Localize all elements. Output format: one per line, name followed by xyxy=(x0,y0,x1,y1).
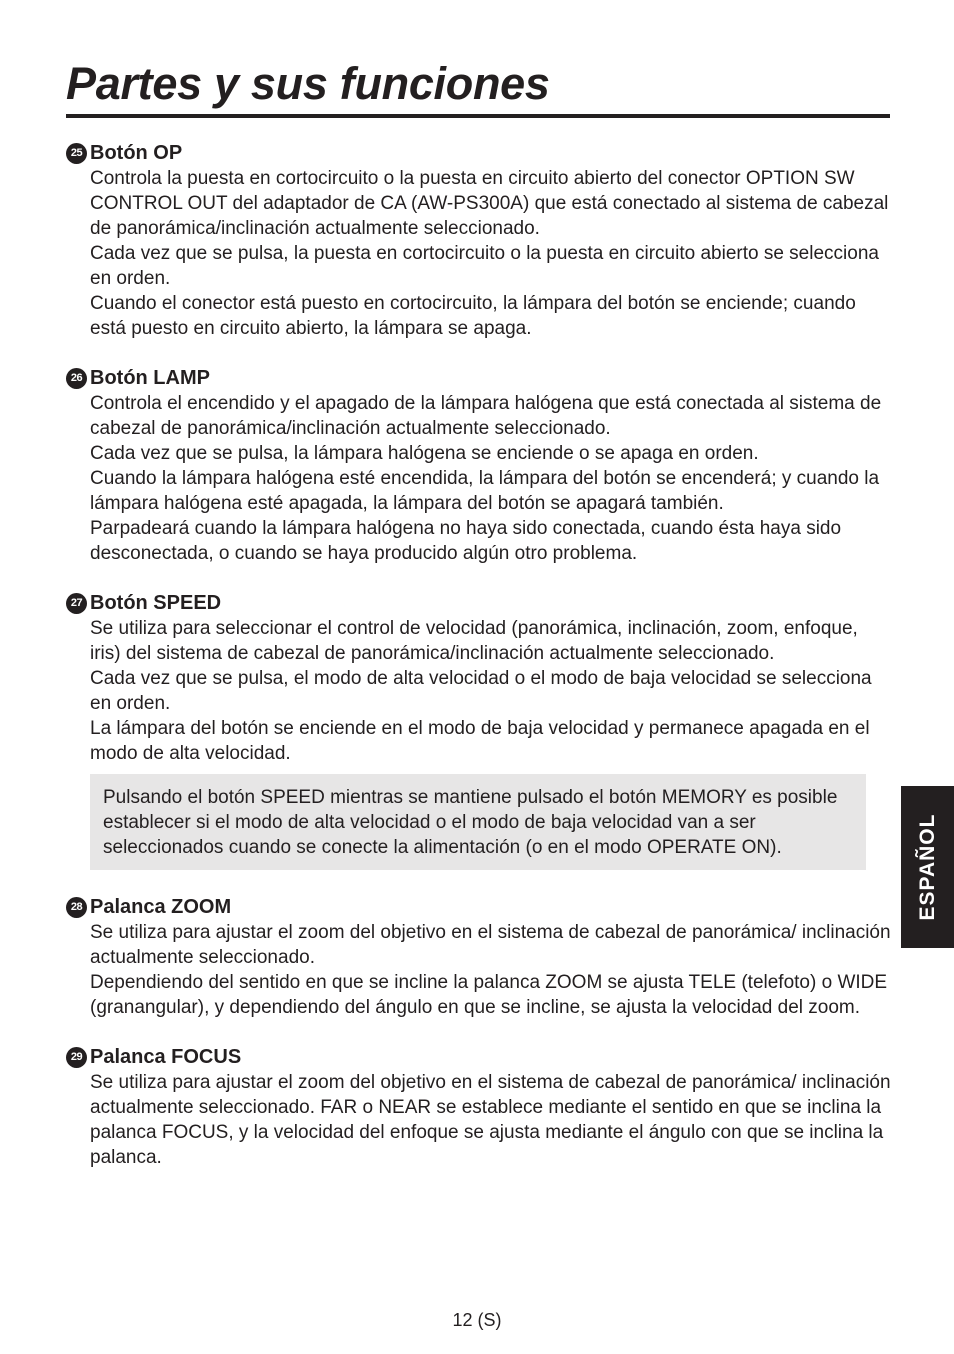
language-side-tab xyxy=(901,786,954,948)
circled-number-icon: 26 xyxy=(66,368,87,389)
section-op-button xyxy=(66,140,892,341)
paragraph: Se utiliza para ajustar el zoom del objetivo en el sistema de cabezal de panorámica/ inclinación actualmente seleccionado. FAR o NEAR se establece mediante el sentido en que se inclina la palanca FOCUS, y la velocidad del enfoque se ajusta mediante el ángulo con que se inclina la palanca. xyxy=(90,1072,891,1168)
circled-number-icon: 28 xyxy=(66,897,87,918)
paragraph: Controla la puesta en cortocircuito o la puesta en circuito abierto del conector OPTION SW CONTROL OUT del adaptador de CA (AW-PS300A) que está conectado al sistema de cabezal de panorámica/inclinación actualmente seleccionado. xyxy=(90,168,889,239)
section-body xyxy=(90,616,892,766)
paragraph: Cada vez que se pulsa, la puesta en cortocircuito o la puesta en circuito abierto se selecciona en orden. xyxy=(90,243,879,289)
section-body xyxy=(90,920,892,1020)
page-number: 12 (S) xyxy=(452,1310,502,1330)
note-box: Pulsando el botón SPEED mientras se mantiene pulsado el botón MEMORY es posible establecer si el modo de alta velocidad o el modo de baja velocidad van a ser seleccionados cuando se conecte la alimentación (o en el modo OPERATE ON). xyxy=(90,774,866,870)
section-zoom-lever xyxy=(66,894,892,1020)
section-heading xyxy=(66,590,892,616)
paragraph: Se utiliza para ajustar el zoom del objetivo en el sistema de cabezal de panorámica/ inclinación actualmente seleccionado. xyxy=(90,922,891,968)
section-lamp-button xyxy=(66,365,892,566)
section-heading xyxy=(66,140,892,166)
paragraph: Cada vez que se pulsa, la lámpara halógena se enciende o se apaga en orden. xyxy=(90,443,759,464)
section-title: Palanca ZOOM xyxy=(90,896,232,918)
title-rule xyxy=(66,114,890,118)
section-speed-button xyxy=(66,590,892,870)
section-focus-lever xyxy=(66,1044,892,1170)
section-title: Botón OP xyxy=(90,142,183,164)
page-title: Partes y sus funciones xyxy=(66,58,550,109)
section-body xyxy=(90,391,892,566)
paragraph: Se utiliza para seleccionar el control de velocidad (panorámica, inclinación, zoom, enfoque, iris) del sistema de cabezal de panorámica/inclinación actualmente seleccionado. xyxy=(90,618,858,664)
paragraph: Cuando la lámpara halógena esté encendida, la lámpara del botón se encenderá; y cuando la lámpara halógena esté apagada, la lámpara del botón se apagará también. xyxy=(90,468,880,514)
paragraph: Parpadeará cuando la lámpara halógena no haya sido conectada, cuando ésta haya sido desconectada, o cuando se haya producido algún otro problema. xyxy=(90,518,842,564)
content xyxy=(66,140,892,1194)
section-title: Botón SPEED xyxy=(90,592,222,614)
paragraph: Cada vez que se pulsa, el modo de alta velocidad o el modo de baja velocidad se selecciona en orden. xyxy=(90,668,872,714)
section-heading xyxy=(66,894,892,920)
circled-number-icon: 29 xyxy=(66,1047,87,1068)
paragraph: La lámpara del botón se enciende en el modo de baja velocidad y permanece apagada en el modo de alta velocidad. xyxy=(90,718,870,764)
section-heading xyxy=(66,1044,892,1070)
section-body xyxy=(90,1070,892,1170)
circled-number-icon: 25 xyxy=(66,143,87,164)
section-body xyxy=(90,166,892,341)
paragraph: Cuando el conector está puesto en cortocircuito, la lámpara del botón se enciende; cuando está puesto en circuito abierto, la lámpara se apaga. xyxy=(90,293,856,339)
circled-number-icon: 27 xyxy=(66,593,87,614)
section-title: Botón LAMP xyxy=(90,367,210,389)
section-heading xyxy=(66,365,892,391)
paragraph: Dependiendo del sentido en que se incline la palanca ZOOM se ajusta TELE (telefoto) o WIDE (granangular), y dependiendo del ángulo en que se incline, se ajusta la velocidad del zoom. xyxy=(90,972,888,1018)
section-title: Palanca FOCUS xyxy=(90,1046,242,1068)
language-label: ESPAÑOL xyxy=(915,813,939,921)
paragraph: Controla el encendido y el apagado de la lámpara halógena que está conectada al sistema de cabezal de panorámica/inclinación actualmente seleccionado. xyxy=(90,393,882,439)
